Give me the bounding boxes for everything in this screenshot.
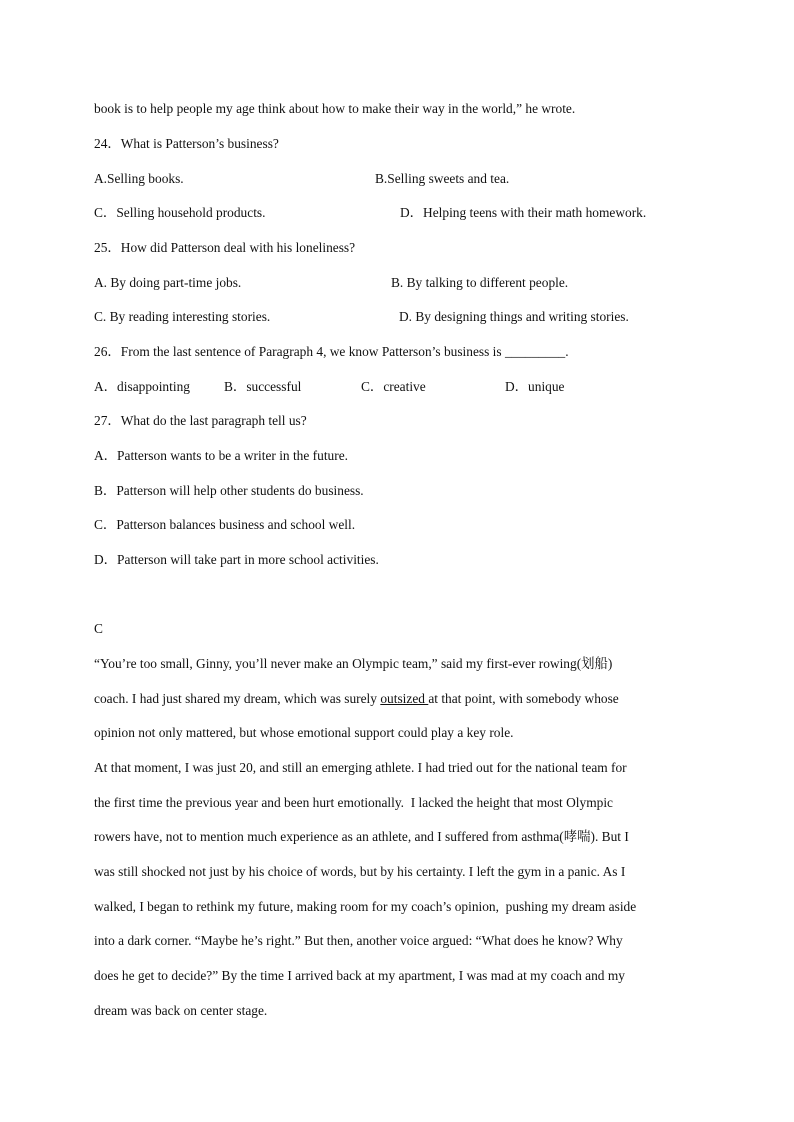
passage-text: coach. I had just shared my dream, which was surely: [94, 691, 381, 706]
question-25-option-d: D. By designing things and writing stories.: [399, 309, 629, 324]
question-26-option-d: D．unique: [505, 379, 565, 394]
passage-text: at that point, with somebody whose: [428, 691, 619, 706]
question-24-option-b: B.Selling sweets and tea.: [375, 171, 510, 186]
question-24-option-c: C．Selling household products.: [94, 205, 266, 220]
question-27-stem: 27．What do the last paragraph tell us?: [94, 413, 307, 428]
passage-line: the first time the previous year and been hurt emotionally. I lacked the height that most Olympic: [94, 795, 613, 810]
question-25-option-b: B. By talking to different people.: [391, 275, 569, 290]
passage-line: At that moment, I was just 20, and still an emerging athlete. I had tried out for the national team for: [94, 760, 627, 775]
passage-line: does he get to decide?” By the time I arrived back at my apartment, I was mad at my coach and my: [94, 968, 625, 983]
question-25-option-a: A. By doing part-time jobs.: [94, 275, 242, 290]
passage-line: [94, 691, 619, 707]
question-25-stem: 25．How did Patterson deal with his loneliness?: [94, 240, 356, 255]
question-27-option-d: D．Patterson will take part in more school activities.: [94, 552, 379, 567]
question-26-option-c: C．creative: [361, 379, 426, 394]
question-27-option-b: B．Patterson will help other students do business.: [94, 483, 364, 498]
passage-line: was still shocked not just by his choice of words, but by his certainty. I left the gym in a panic. As I: [94, 864, 626, 879]
question-26-stem: 26．From the last sentence of Paragraph 4, we know Patterson’s business is _________.: [94, 344, 569, 359]
passage-line: walked, I began to rethink my future, making room for my coach’s opinion, pushing my dream aside: [94, 899, 637, 914]
underlined-word: outsized: [380, 691, 429, 706]
question-24-option-d: D．Helping teens with their math homework.: [400, 205, 647, 220]
question-24-option-a: A.Selling books.: [94, 171, 184, 186]
question-27-option-a: A．Patterson wants to be a writer in the future.: [94, 448, 348, 463]
question-24-stem: 24．What is Patterson’s business?: [94, 136, 279, 151]
question-26-option-b: B．successful: [224, 379, 302, 394]
passage-line: opinion not only mattered, but whose emotional support could play a key role.: [94, 725, 514, 740]
question-26-option-a: A．disappointing: [94, 379, 190, 394]
question-27-option-c: C．Patterson balances business and school well.: [94, 517, 356, 532]
passage-line: dream was back on center stage.: [94, 1003, 268, 1018]
question-25-option-c: C. By reading interesting stories.: [94, 309, 271, 324]
passage-line: into a dark corner. “Maybe he’s right.” But then, another voice argued: “What does he know? Why: [94, 933, 623, 948]
section-label: C: [94, 621, 103, 636]
passage-line: rowers have, not to mention much experience as an athlete, and I suffered from asthma(哮喘). But I: [94, 829, 629, 844]
passage-line: “You’re too small, Ginny, you’ll never make an Olympic team,” said my first-ever rowing(划船): [94, 656, 613, 671]
intro-line: book is to help people my age think about how to make their way in the world,” he wrote.: [94, 101, 576, 116]
